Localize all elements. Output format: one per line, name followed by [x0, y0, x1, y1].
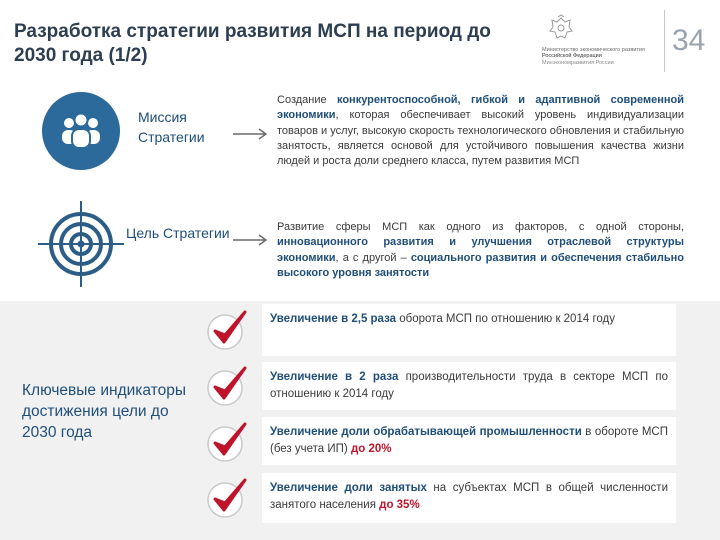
text-run: , а с другой – [335, 251, 411, 264]
highlight-text: социального развития и обеспечения стабильно высокого уровня занятости [277, 251, 684, 279]
text-run: в обороте МСП (без учета ИП) [270, 426, 668, 455]
ministry-logo [540, 14, 660, 72]
goal-label: Цель Стратегии [126, 225, 230, 241]
logo-line-1: Министерство экономического развития [542, 47, 645, 53]
highlight-text: инновационного развития и улучшения отраслевой структуры экономики [277, 236, 684, 264]
goal-text [277, 220, 684, 281]
logo-line-3: Минэкономразвития России [542, 60, 614, 66]
target-icon [36, 199, 126, 289]
highlight-text: конкурентоспособной, гибкой и адаптивной современной экономики [277, 94, 684, 122]
people-group-icon [42, 92, 120, 170]
text-run: , которая обеспечивает высокий уровень индивидуализации товаров и услуг, высокую скорость технологического обновления и стабильную занятость, является основой для устойчивого повышения качества жизни людей и роста доли среднего класса, путем развития МСП [277, 109, 684, 168]
highlight-red-text: до 35% [379, 499, 420, 511]
highlight-text: Увеличение доли обрабатывающей промышленности [270, 426, 582, 438]
highlight-text: Увеличение в 2 раза [270, 371, 399, 383]
text-run: Развитие сферы МСП как одного из факторов, с одной стороны, [277, 221, 684, 233]
header-divider [664, 10, 665, 72]
indicator-item [262, 362, 676, 410]
checkmark-icon [205, 420, 251, 464]
mission-label: Миссия Стратегии [138, 109, 205, 145]
logo-line-2: Российской Федерации [542, 53, 602, 59]
highlight-red-text: до 20% [350, 443, 392, 455]
checkmark-icon [205, 308, 251, 352]
arrow-right-icon [232, 127, 268, 141]
highlight-text: Увеличение в 2,5 раза [270, 313, 397, 325]
highlight-text: Увеличение доли занятых [270, 482, 427, 494]
indicators-label: Ключевые индикаторы достижения цели до 2030 года [22, 382, 186, 441]
text-run: производительности труда в секторе МСП по отношению к 2014 году [270, 371, 668, 400]
text-run: оборота МСП по отношению к 2014 году [396, 313, 615, 325]
coat-of-arms-icon [546, 14, 576, 44]
text-run: Создание [277, 94, 337, 106]
indicator-item [262, 417, 676, 465]
checkmark-icon [205, 476, 251, 520]
page-title: Разработка стратегии развития МСП на период до 2030 года (1/2) [14, 21, 491, 66]
indicator-item [262, 304, 676, 356]
arrow-right-icon [232, 233, 268, 247]
checkmark-icon [205, 364, 251, 408]
indicator-item [262, 473, 676, 523]
page-number: 34 [672, 24, 706, 57]
text-run: на субъектах МСП в общей численности занятого населения [270, 482, 668, 511]
mission-text [277, 93, 684, 169]
